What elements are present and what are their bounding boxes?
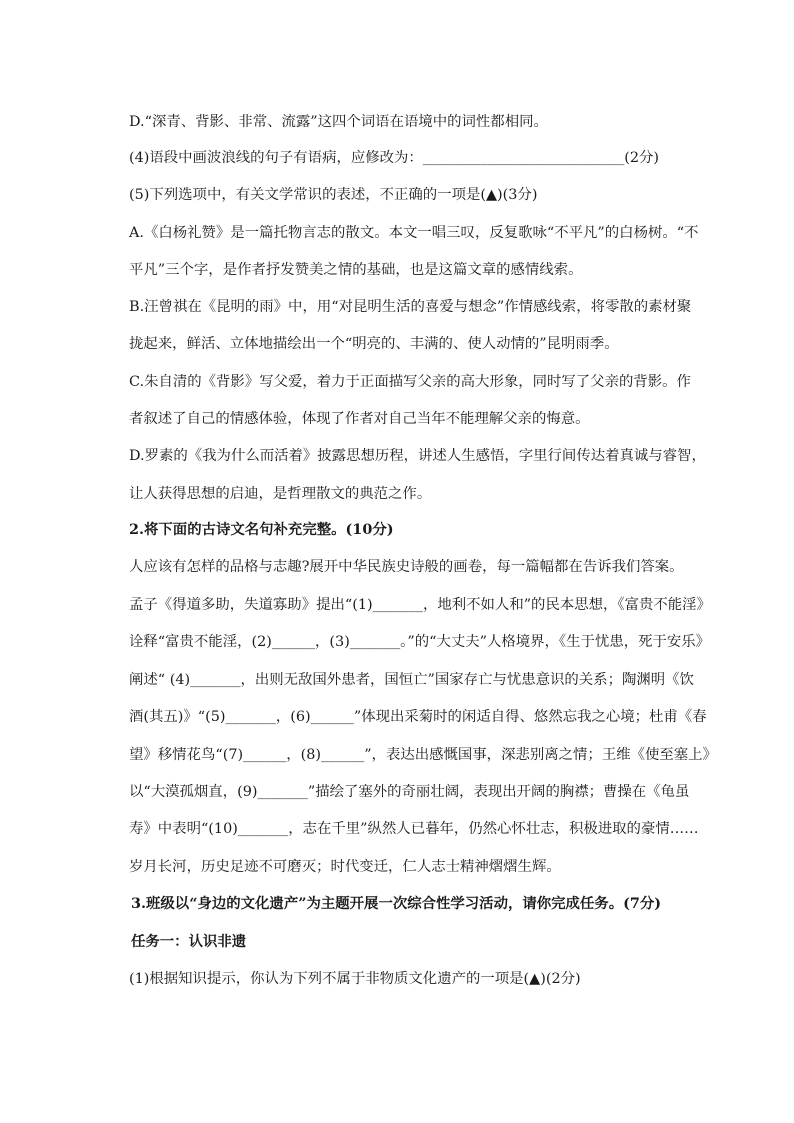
poetry-line-5: 酒(其五)》“(5)_______，(6)______”体现出采菊时的闲适自得、悠然忘我之心境；杜甫《春 — [129, 709, 707, 725]
task-1-heading: 任务一：认识非遗 — [131, 933, 247, 950]
question-5-prompt: (5)下列选项中，有关文学常识的表述，不正确的一项是(▲)(3分) — [129, 187, 538, 203]
question-3-heading: 3.班级以“身边的文化遗产”为主题开展一次综合性学习活动，请你完成任务。(7分) — [131, 895, 662, 912]
poetry-line-2: 孟子《得道多助，失道寡助》提出“(1)_______，地利不如人和”的民本思想，《富贵不能淫》 — [129, 597, 711, 613]
poetry-line-6: 望》移情花鸟“(7)______，(8)______”，表达出感慨国事，深悲别离之情；王维《使至塞上》 — [129, 747, 717, 763]
option-c-line-2: 者叙述了自己的情感体验，体现了作者对自己当年不能理解父亲的悔意。 — [129, 411, 590, 427]
poetry-line-3: 诠释“富贵不能淫，(2)______，(3)_______。”的“大丈夫”人格境界，《生于忧患，死于安乐》 — [129, 634, 711, 650]
poetry-line-8: 寿》中表明“(10)_______，志在千里”纵然人已暮年，仍然心怀壮志，积极进取的豪情…… — [129, 821, 699, 837]
task-1-question-1: (1)根据知识提示，你认为下列不属于非物质文化遗产的一项是(▲)(2分) — [129, 971, 581, 987]
option-d-line-2: 让人获得思想的启迪，是哲理散文的典范之作。 — [129, 486, 432, 502]
option-b-line-1: B.汪曾祺在《昆明的雨》中，用“对昆明生活的喜爱与想念”作情感线索，将零散的素材聚 — [129, 299, 692, 315]
option-a-line-1: A.《白杨礼赞》是一篇托物言志的散文。本文一唱三叹，反复歌咏“不平凡”的白杨树。“不 — [129, 225, 699, 241]
question-4-correction: (4)语段中画波浪线的句子有语病，应修改为：____________________________(2分) — [129, 150, 660, 166]
poetry-line-7: 以“大漠孤烟直，(9)_______”描绘了塞外的奇丽壮阔，表现出开阔的胸襟；曹操在《龟虽 — [129, 784, 690, 800]
question-2-heading: 2.将下面的古诗文名句补充完整。(10分) — [129, 521, 394, 538]
option-b-line-2: 拢起来，鲜活、立体地描绘出一个“明亮的、丰满的、使人动情的”昆明雨季。 — [129, 336, 619, 352]
poetry-line-9: 岁月长河，历史足迹不可磨灭；时代变迁，仁人志士精神熠熠生辉。 — [129, 859, 561, 875]
option-d-word-class: D.“深青、背影、非常、流露”这四个词语在语境中的词性都相同。 — [129, 114, 548, 130]
option-d-line-1: D.罗素的《我为什么而活着》披露思想历程，讲述人生感悟，字里行间传达着真诚与睿智， — [129, 448, 706, 464]
poetry-line-4: 阐述“ (4)_______，出则无敌国外患者，国恒亡”国家存亡与忧患意识的关系；陶渊明《饮 — [129, 672, 694, 688]
option-a-line-2: 平凡”三个字，是作者抒发赞美之情的基础，也是这篇文章的感情线索。 — [129, 262, 583, 278]
option-c-line-1: C.朱自清的《背影》写父爱，着力于正面描写父亲的高大形象，同时写了父亲的背影。作 — [129, 374, 691, 390]
poetry-line-1: 人应该有怎样的品格与志趣?展开中华民族史诗般的画卷，每一篇幅都在告诉我们答案。 — [129, 559, 684, 575]
